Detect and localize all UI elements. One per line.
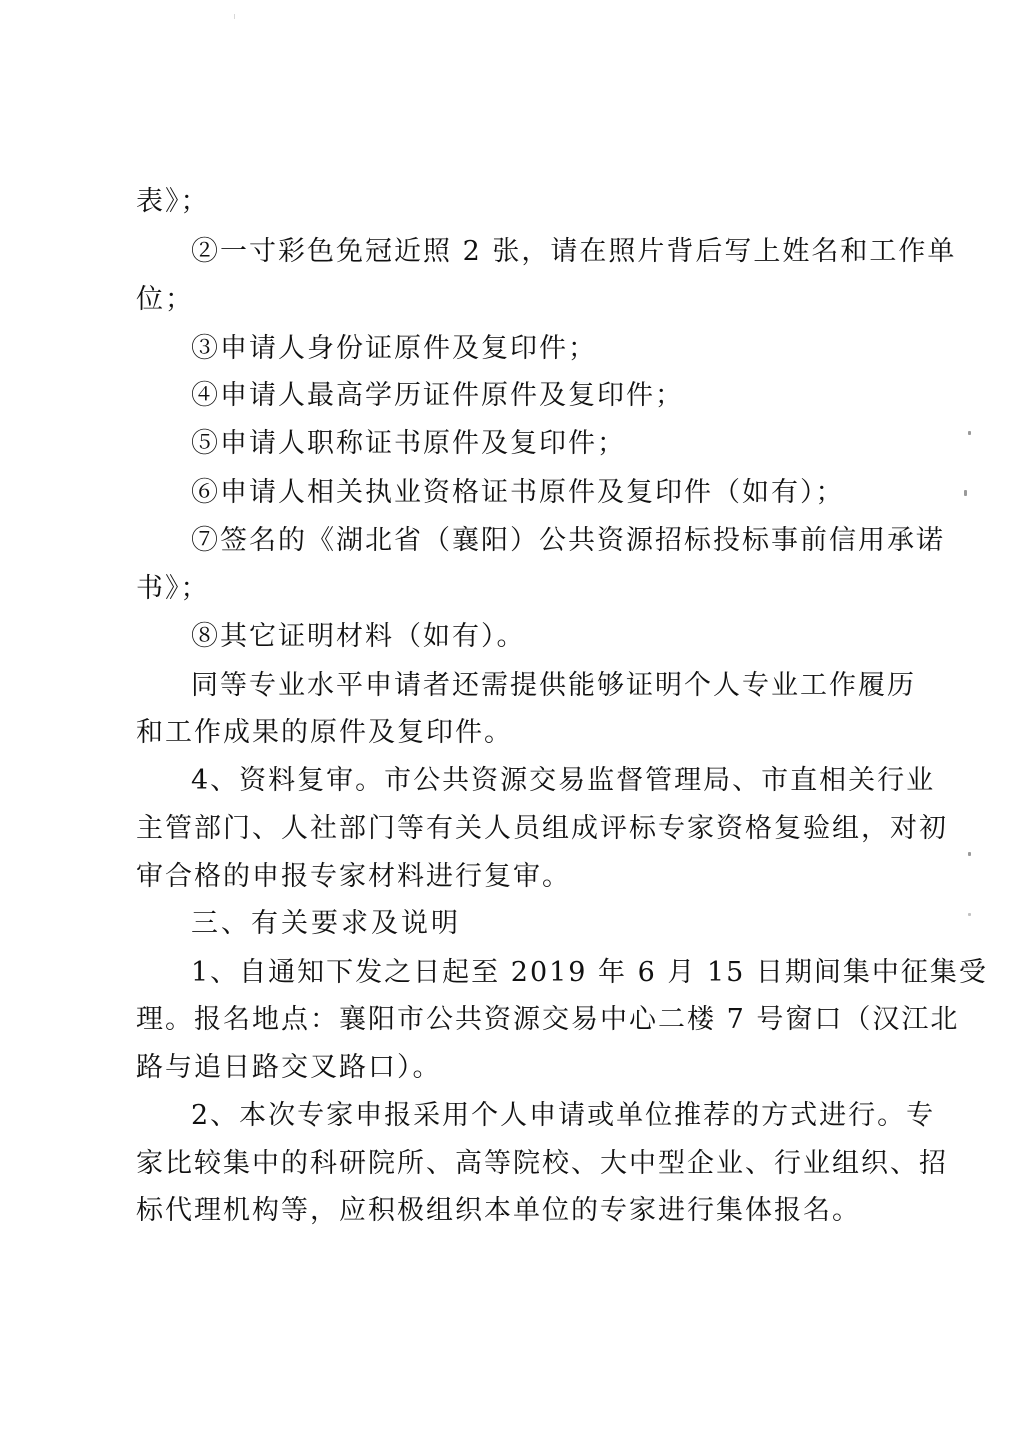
text-line-item-4: ④申请人最高学历证件原件及复印件；: [191, 380, 684, 411]
scan-speck: [968, 913, 971, 916]
text-line-review-1: 4、资料复审。市公共资源交易监督管理局、市直相关行业: [191, 765, 936, 796]
text-line-req-2a: 2、本次专家申报采用个人申请或单位推荐的方式进行。专: [191, 1100, 936, 1131]
scan-speck: [968, 431, 971, 435]
text-line-item-7-cont: 书》；: [136, 573, 210, 604]
text-line-equivalent-level: 同等专业水平申请者还需提供能够证明个人专业工作履历: [191, 670, 916, 701]
text-line-item-3: ③申请人身份证原件及复印件；: [191, 333, 597, 364]
text-line-item-6: ⑥申请人相关执业资格证书原件及复印件（如有）；: [191, 477, 845, 508]
text-line-review-2: 主管部门、人社部门等有关人员组成评标专家资格复验组，对初: [136, 813, 948, 844]
text-line-req-2b: 家比较集中的科研院所、高等院校、大中型企业、行业组织、招: [136, 1148, 948, 1179]
text-line-continuation-table: 表》；: [136, 186, 210, 217]
text-line-review-3: 审合格的申报专家材料进行复审。: [136, 861, 571, 892]
scan-speck: [964, 490, 967, 496]
text-line-req-1c: 路与追日路交叉路口）。: [136, 1052, 442, 1083]
text-line-item-2-cont: 位；: [136, 284, 194, 315]
text-line-item-8: ⑧其它证明材料（如有）。: [191, 621, 526, 652]
text-line-item-7: ⑦签名的《湖北省（襄阳）公共资源招标投标事前信用承诺: [191, 525, 945, 556]
text-line-item-5: ⑤申请人职称证书原件及复印件；: [191, 428, 626, 459]
text-line-req-1a: 1、自通知下发之日起至 2019 年 6 月 15 日期间集中征集受: [191, 957, 988, 988]
scan-speck: [968, 852, 971, 856]
text-line-item-2: ②一寸彩色免冠近照 2 张，请在照片背后写上姓名和工作单: [191, 236, 957, 267]
text-line-req-2c: 标代理机构等，应积极组织本单位的专家进行集体报名。: [136, 1195, 861, 1226]
text-line-equivalent-level-cont: 和工作成果的原件及复印件。: [136, 717, 513, 748]
scan-edge-mark: [234, 14, 235, 19]
text-line-req-1b: 理。报名地点：襄阳市公共资源交易中心二楼 7 号窗口（汉江北: [136, 1004, 960, 1035]
section-heading: 三、有关要求及说明: [191, 908, 461, 939]
